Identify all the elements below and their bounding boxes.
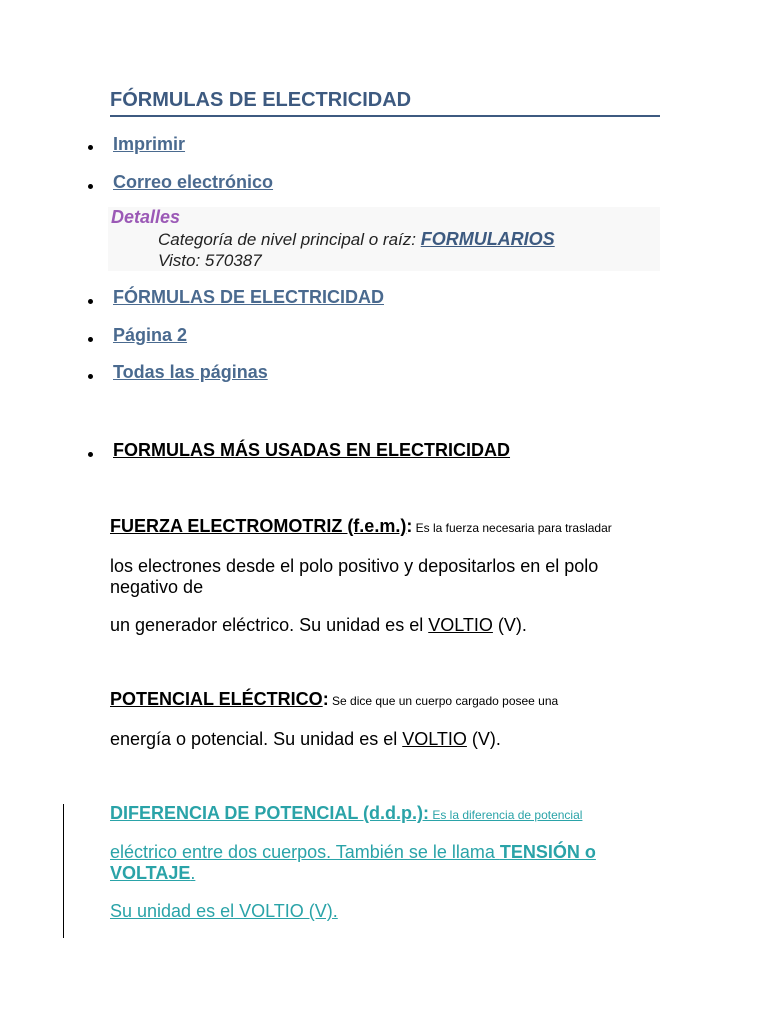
ddp-line-2-post: . (190, 863, 196, 883)
potencial-line-2 (110, 729, 501, 750)
page-2-link[interactable]: Página 2 (113, 325, 188, 345)
category-link[interactable]: FORMULARIOS (420, 229, 555, 249)
bullet (88, 145, 93, 150)
category-prefix: Categoría de nivel principal o raíz: (158, 230, 421, 249)
ddp-heading-line (110, 803, 582, 826)
section-heading: FORMULAS MÁS USADAS EN ELECTRICIDAD (113, 440, 511, 460)
potencial-heading-line (110, 689, 558, 712)
category-line (158, 229, 555, 250)
fem-line-3-pre: un generador eléctrico. Su unidad es el (110, 615, 429, 635)
email-link[interactable]: Correo electrónico (113, 172, 274, 192)
vertical-rule (63, 804, 64, 938)
bullet (88, 184, 93, 189)
views-count: Visto: 570387 (158, 251, 262, 270)
potencial-colon: : (322, 689, 329, 709)
ddp-line-3: Su unidad es el VOLTIO (V). (110, 901, 338, 921)
page-title: FÓRMULAS DE ELECTRICIDAD (110, 89, 660, 117)
details-label: Detalles (111, 207, 181, 227)
fem-line-2b: negativo de (110, 577, 204, 597)
ddp-intro: Es la diferencia de potencial (429, 808, 583, 822)
bullet (88, 299, 93, 304)
bullet (88, 374, 93, 379)
fem-intro: Es la fuerza necesaria para trasladar (412, 521, 612, 535)
fem-line-3-post: (V). (492, 615, 527, 635)
print-link[interactable]: Imprimir (113, 134, 186, 154)
ddp-term: DIFERENCIA DE POTENCIAL (d.d.p.): (110, 803, 429, 823)
potencial-line-2-post: (V). (466, 729, 501, 749)
ddp-line-2-bold: TENSIÓN o VOLTAJE (110, 842, 596, 883)
fem-colon: : (406, 516, 413, 536)
bullet (88, 337, 93, 342)
fem-unit: VOLTIO (428, 615, 493, 635)
ddp-line-2 (110, 842, 650, 884)
fem-line-3 (110, 615, 527, 636)
all-pages-link[interactable]: Todas las páginas (113, 362, 268, 382)
potencial-unit: VOLTIO (402, 729, 467, 749)
ddp-line-2-pre: eléctrico entre dos cuerpos. También se le llama (110, 842, 500, 862)
bullet (88, 452, 93, 457)
fem-term: FUERZA ELECTROMOTRIZ (f.e.m.) (110, 516, 407, 536)
potencial-term: POTENCIAL ELÉCTRICO (110, 689, 323, 709)
fem-line-2a: los electrones desde el polo positivo y depositarlos en el polo (110, 556, 599, 576)
potencial-line-2-pre: energía o potencial. Su unidad es el (110, 729, 403, 749)
fem-heading-line (110, 516, 612, 539)
page-1-link[interactable]: FÓRMULAS DE ELECTRICIDAD (113, 287, 384, 307)
potencial-intro: Se dice que un cuerpo cargado posee una (328, 694, 559, 708)
